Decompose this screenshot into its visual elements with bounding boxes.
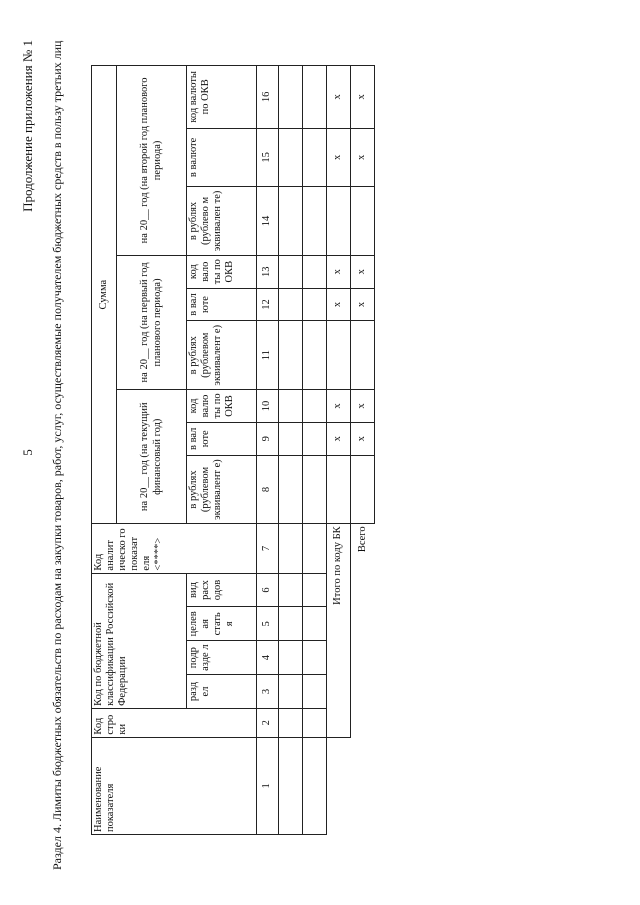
x-mark: x bbox=[327, 288, 351, 321]
empty-cell bbox=[327, 455, 351, 524]
empty-cell bbox=[351, 455, 375, 524]
total-all-row bbox=[351, 66, 375, 835]
empty-cell bbox=[279, 321, 303, 390]
col-sum-header: Сумма bbox=[92, 66, 117, 524]
column-number: 10 bbox=[257, 390, 279, 423]
empty-cell bbox=[327, 187, 351, 256]
empty-cell bbox=[279, 737, 303, 834]
empty-cell bbox=[303, 708, 327, 737]
empty-cell bbox=[303, 66, 327, 129]
empty-cell bbox=[351, 321, 375, 390]
x-mark: x bbox=[351, 422, 375, 455]
spacer-cell bbox=[327, 737, 351, 834]
column-number: 11 bbox=[257, 321, 279, 390]
col-analytic-code-header: Код аналит ическо го показат еля <****> bbox=[92, 524, 257, 573]
x-mark: x bbox=[351, 66, 375, 129]
spacer-cell bbox=[351, 737, 375, 834]
column-number: 7 bbox=[257, 524, 279, 573]
empty-cell bbox=[303, 187, 327, 256]
x-mark: x bbox=[351, 128, 375, 186]
empty-cell bbox=[279, 255, 303, 288]
empty-cell bbox=[279, 455, 303, 524]
empty-cell bbox=[279, 128, 303, 186]
column-number: 16 bbox=[257, 66, 279, 129]
col-okv1-header: код валю ты по ОКВ bbox=[187, 390, 257, 423]
empty-cell bbox=[279, 641, 303, 675]
x-mark: x bbox=[351, 288, 375, 321]
column-number: 1 bbox=[257, 737, 279, 834]
total-bk-row bbox=[327, 66, 351, 835]
table-row bbox=[303, 66, 327, 835]
empty-cell bbox=[303, 390, 327, 423]
empty-cell bbox=[351, 187, 375, 256]
x-mark: x bbox=[327, 390, 351, 423]
x-mark: x bbox=[351, 390, 375, 423]
empty-cell bbox=[303, 607, 327, 641]
empty-cell bbox=[303, 524, 327, 573]
empty-cell bbox=[303, 288, 327, 321]
empty-cell bbox=[303, 737, 327, 834]
table-row bbox=[279, 66, 303, 835]
col-okv2-header: код вало ты по ОКВ bbox=[187, 255, 257, 288]
column-number: 15 bbox=[257, 128, 279, 186]
total-bk-label: Итого по коду БК bbox=[327, 524, 351, 737]
col-period3-header: на 20__ год (на второй год планового периода) bbox=[117, 66, 187, 256]
section-title: Раздел 4. Лимиты бюджетных обязательств по расходам на закупки товаров, работ, услуг, осуществляемые получателем бюджетных средств в пользу третьих лиц bbox=[50, 40, 64, 870]
col-budget-code-header: Код по бюджетной классификации Российской Федерации bbox=[92, 573, 187, 708]
x-mark: x bbox=[327, 128, 351, 186]
column-number: 6 bbox=[257, 573, 279, 607]
total-all-label: Всего bbox=[356, 526, 368, 553]
column-number: 2 bbox=[257, 708, 279, 737]
col-okv3-header: код валюты по ОКВ bbox=[187, 66, 257, 129]
empty-cell bbox=[303, 321, 327, 390]
column-number: 12 bbox=[257, 288, 279, 321]
empty-cell bbox=[279, 607, 303, 641]
col-subsection-header: подр азде л bbox=[187, 641, 257, 675]
col-section-header: разд ел bbox=[187, 675, 257, 709]
column-number: 14 bbox=[257, 187, 279, 256]
empty-cell bbox=[279, 708, 303, 737]
col-line-code-header: Код стро ки bbox=[92, 708, 257, 737]
column-number: 4 bbox=[257, 641, 279, 675]
empty-cell bbox=[327, 321, 351, 390]
empty-cell bbox=[303, 128, 327, 186]
empty-cell bbox=[279, 675, 303, 709]
empty-cell bbox=[303, 422, 327, 455]
empty-cell bbox=[303, 255, 327, 288]
col-target-item-header: целев ая стать я bbox=[187, 607, 257, 641]
column-number-row bbox=[257, 66, 279, 835]
col-period1-header: на 20__ год (на текущий финансовый год) bbox=[117, 390, 187, 524]
empty-cell bbox=[279, 288, 303, 321]
col-rub1-header: в рублях (рублевом эквивалент е) bbox=[187, 455, 257, 524]
column-number: 5 bbox=[257, 607, 279, 641]
empty-cell bbox=[279, 66, 303, 129]
col-cur3-header: в валюте bbox=[187, 128, 257, 186]
x-mark: x bbox=[327, 255, 351, 288]
empty-cell bbox=[279, 390, 303, 423]
empty-cell bbox=[303, 455, 327, 524]
page-number: 5 bbox=[20, 449, 35, 456]
limits-table bbox=[91, 65, 375, 835]
col-rub3-header: в рублях (рублево м эквивален те) bbox=[187, 187, 257, 256]
column-number: 8 bbox=[257, 455, 279, 524]
col-cur1-header: в вал юте bbox=[187, 422, 257, 455]
x-mark: x bbox=[327, 66, 351, 129]
col-cur2-header: в вал юте bbox=[187, 288, 257, 321]
x-mark: x bbox=[327, 422, 351, 455]
column-number: 3 bbox=[257, 675, 279, 709]
empty-cell bbox=[303, 675, 327, 709]
col-period2-header: на 20__ год (на первый год планового периода) bbox=[117, 255, 187, 389]
empty-cell bbox=[279, 573, 303, 607]
empty-cell bbox=[279, 187, 303, 256]
column-number: 13 bbox=[257, 255, 279, 288]
x-mark: x bbox=[351, 255, 375, 288]
empty-cell bbox=[279, 524, 303, 573]
empty-cell bbox=[303, 573, 327, 607]
empty-cell bbox=[303, 641, 327, 675]
column-number: 9 bbox=[257, 422, 279, 455]
empty-cell bbox=[279, 422, 303, 455]
col-rub2-header: в рублях (рублевом эквивалент е) bbox=[187, 321, 257, 390]
col-name-header: Наименование показателя bbox=[92, 737, 257, 834]
col-expense-type-header: вид расх одов bbox=[187, 573, 257, 607]
continuation-label: Продолжение приложения № 1 bbox=[20, 40, 35, 212]
